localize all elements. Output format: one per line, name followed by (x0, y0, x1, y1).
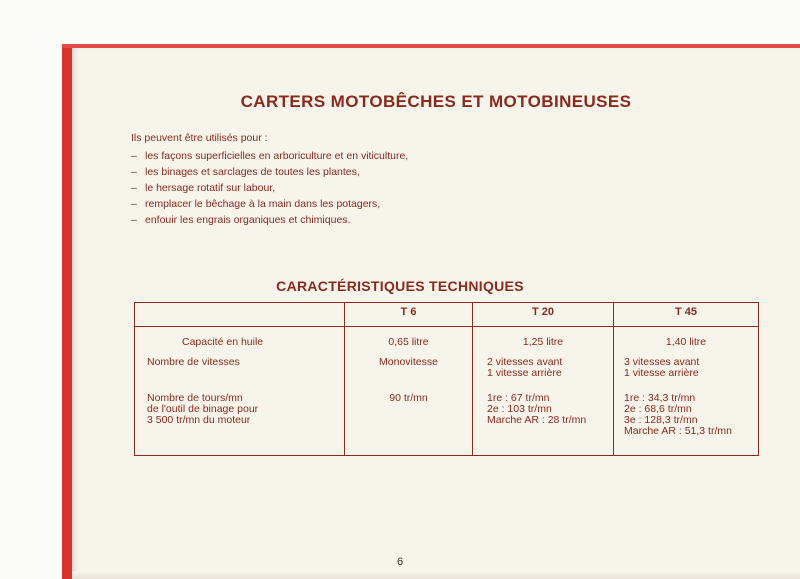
page-number: 6 (396, 556, 404, 568)
row-label: Nombre de tours/mn de l'outil de binage pour 3 500 tr/mn du moteur (135, 393, 345, 456)
cell-t20: 2 vitesses avant 1 vitesse arrière (473, 357, 614, 393)
intro-text: Ils peuvent être utilisés pour : (131, 132, 268, 144)
cell-t20: 1,25 litre (473, 327, 614, 358)
cell-t6: 90 tr/mn (345, 393, 473, 456)
specs-title: CARACTÉRISTIQUES TECHNIQUES (276, 278, 524, 294)
header-t45: T 45 (614, 303, 759, 327)
row-label: Capacité en huile (135, 327, 345, 358)
table-row (135, 327, 759, 358)
header-t20: T 20 (473, 303, 614, 327)
book-page (72, 48, 800, 579)
cell-t6: 0,65 litre (345, 327, 473, 358)
list-item: – le hersage rotatif sur labour, (131, 182, 276, 194)
table-row (135, 357, 759, 393)
table-row (135, 393, 759, 456)
specs-table (134, 302, 759, 456)
row-label: Nombre de vitesses (135, 357, 345, 393)
cell-t45: 1re : 34,3 tr/mn 2e : 68,6 tr/mn 3e : 128,3 tr/mn Marche AR : 51,3 tr/mn (614, 393, 759, 456)
book-edge-red (62, 44, 72, 579)
table-header-row (135, 303, 759, 327)
cell-t20: 1re : 67 tr/mn 2e : 103 tr/mn Marche AR : 28 tr/mn (473, 393, 614, 456)
header-t6: T 6 (345, 303, 473, 327)
list-item: – enfouir les engrais organiques et chimiques. (131, 214, 351, 226)
cell-t45: 1,40 litre (614, 327, 759, 358)
list-item: – les façons superficielles en arboriculture et en viticulture, (131, 150, 409, 162)
page-title: CARTERS MOTOBÊCHES ET MOTOBINEUSES (240, 92, 632, 111)
page-bottom-shadow (72, 571, 800, 579)
list-item: – les binages et sarclages de toutes les plantes, (131, 166, 360, 178)
header-blank (135, 303, 345, 327)
list-item: – remplacer le bêchage à la main dans les potagers, (131, 198, 381, 210)
cell-t6: Monovitesse (345, 357, 473, 393)
uses-list (131, 148, 408, 228)
cell-t45: 3 vitesses avant 1 vitesse arrière (614, 357, 759, 393)
